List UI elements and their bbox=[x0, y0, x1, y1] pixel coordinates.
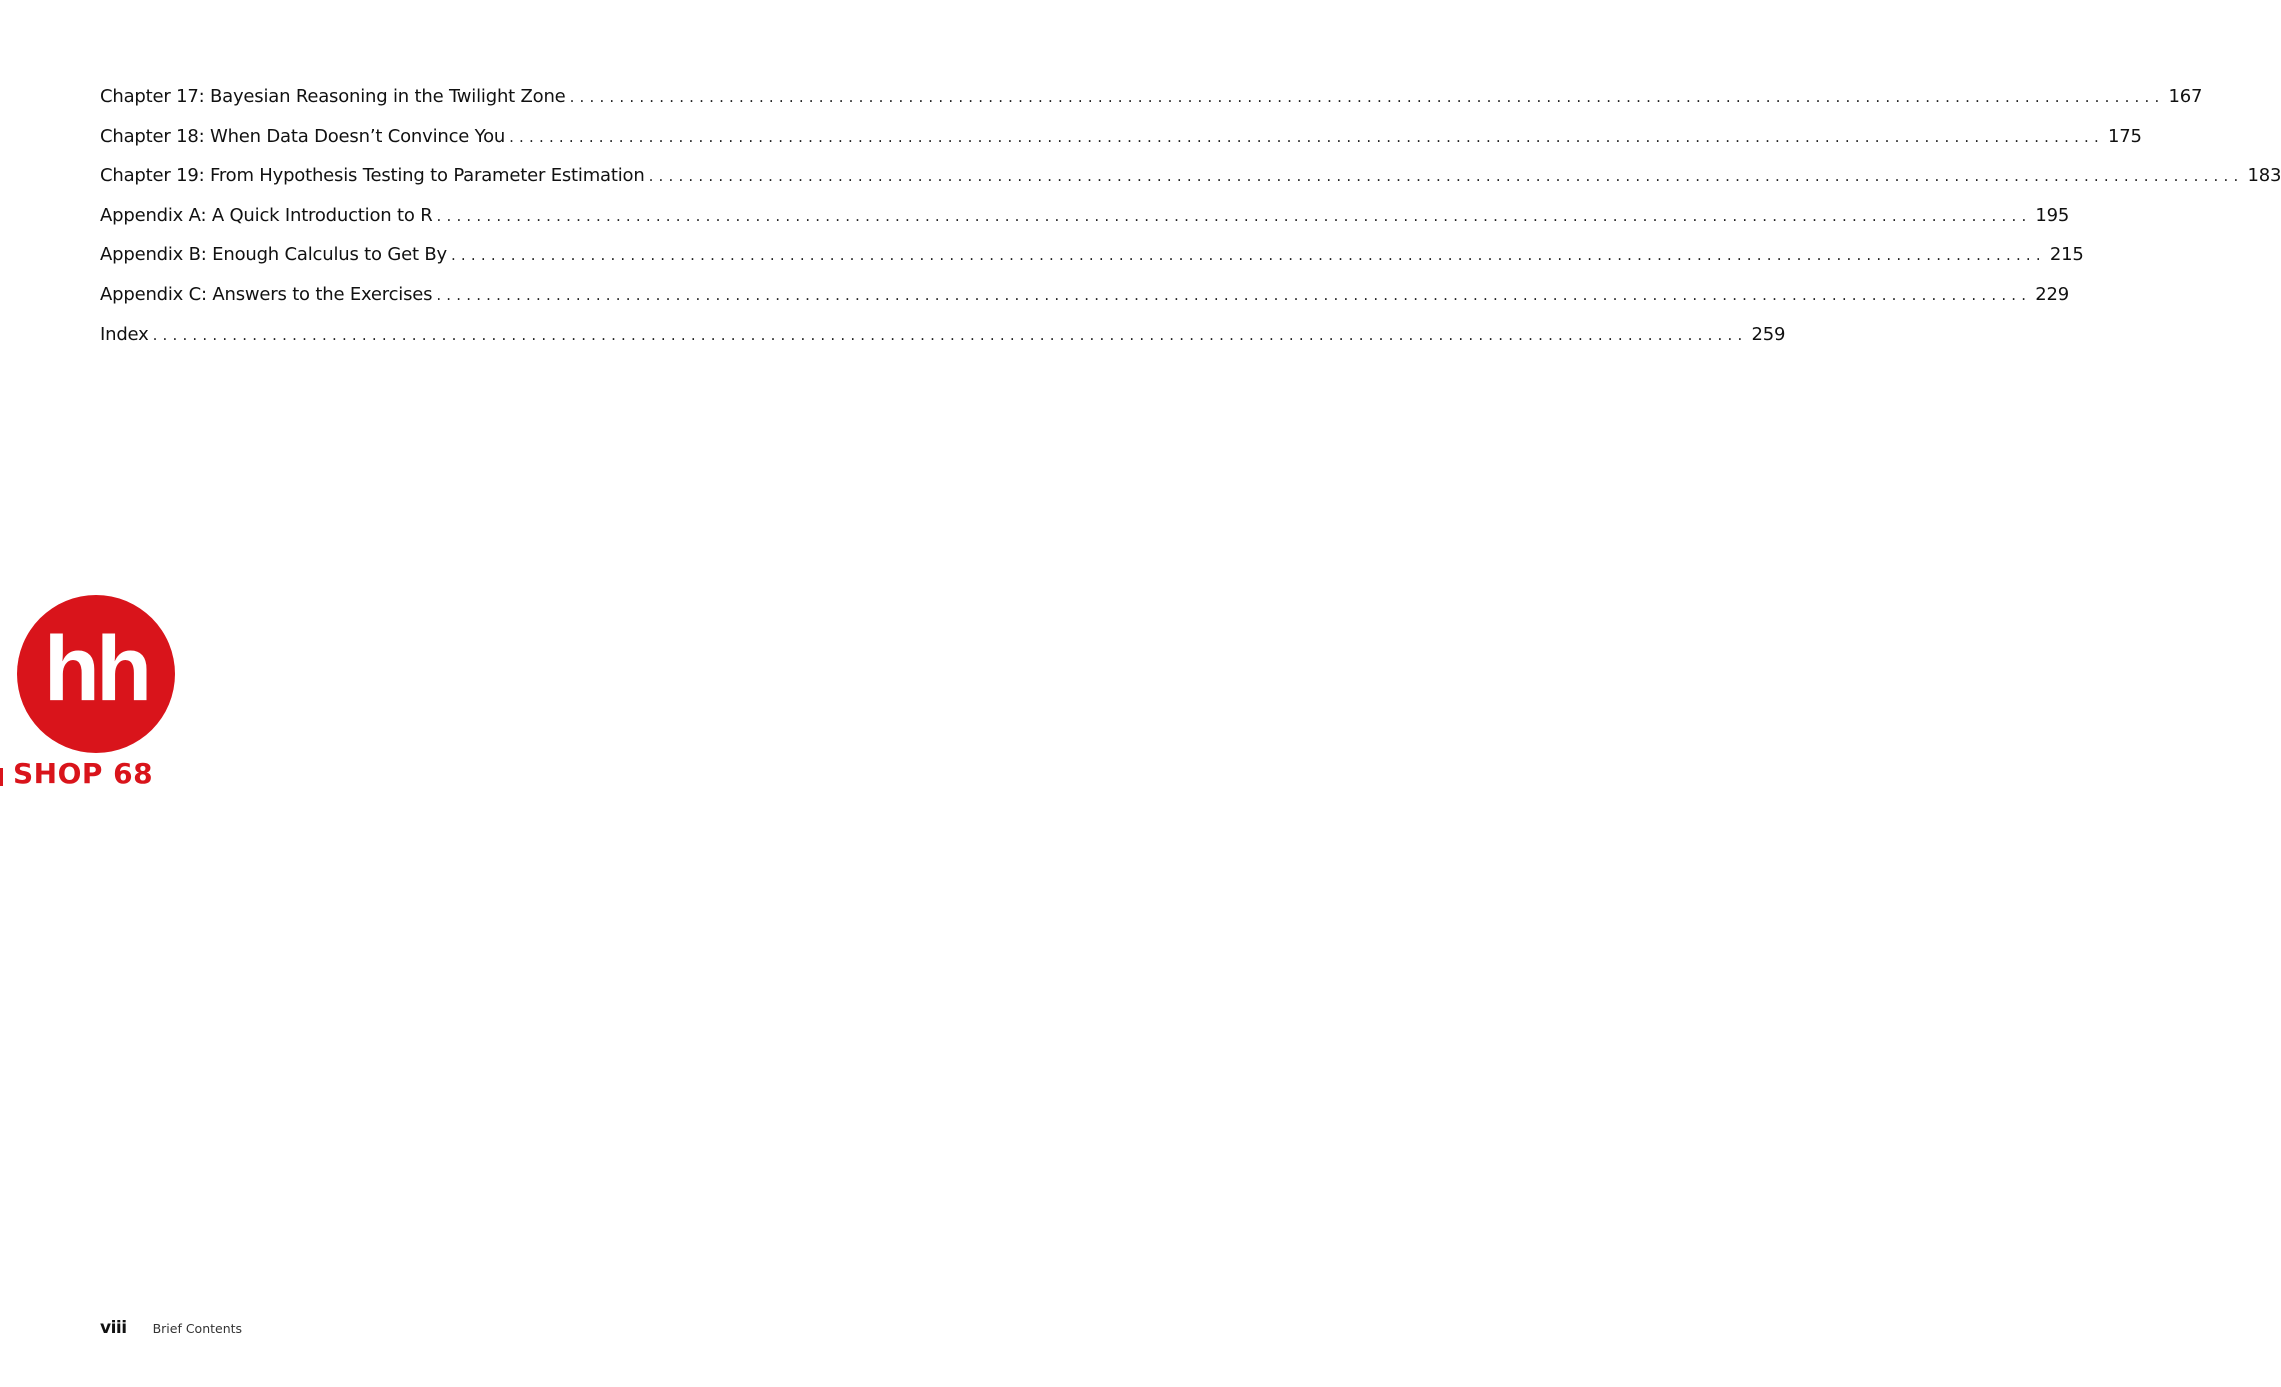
toc-dot-leader: ................................................................................................................................................................ bbox=[450, 246, 2046, 265]
toc-dot-leader: ................................................................................................................................................................ bbox=[436, 285, 2032, 304]
toc-entry-page: 167 bbox=[2168, 86, 2203, 107]
footer-section-title: Brief Contents bbox=[152, 1321, 243, 1336]
toc-dot-leader: ................................................................................................................................................................ bbox=[648, 167, 2244, 186]
toc-dot-leader: ................................................................................................................................................................ bbox=[152, 325, 1748, 344]
toc-entry-page: 183 bbox=[2247, 165, 2281, 187]
table-of-contents bbox=[100, 86, 2281, 363]
toc-dot-leader: ................................................................................................................................................................ bbox=[436, 206, 2032, 225]
toc-entry-page: 259 bbox=[1751, 323, 1786, 345]
toc-entry-title: Index bbox=[100, 323, 149, 345]
toc-entry[interactable] bbox=[100, 283, 2069, 324]
toc-entry-title: Chapter 19: From Hypothesis Testing to Parameter Estimation bbox=[100, 165, 645, 187]
shop-logo-watermark bbox=[0, 594, 180, 794]
toc-entry[interactable] bbox=[100, 204, 2070, 245]
logo-edge-mark bbox=[0, 768, 3, 786]
logo-letters: hh bbox=[43, 618, 149, 720]
toc-entry-title: Appendix A: A Quick Introduction to R bbox=[100, 204, 433, 226]
toc-entry-title: Appendix B: Enough Calculus to Get By bbox=[100, 244, 447, 266]
footer-page-number: viii bbox=[100, 1318, 127, 1338]
toc-entry[interactable] bbox=[100, 244, 2084, 284]
toc-entry-page: 175 bbox=[2107, 125, 2142, 147]
toc-entry-page: 195 bbox=[2035, 204, 2070, 226]
toc-entry-title: Chapter 18: When Data Doesn’t Convince You bbox=[100, 125, 506, 147]
toc-entry[interactable] bbox=[100, 323, 1786, 364]
toc-entry[interactable] bbox=[100, 165, 2281, 205]
toc-entry-page: 215 bbox=[2049, 244, 2084, 266]
toc-dot-leader: ................................................................................................................................................................ bbox=[569, 88, 2165, 106]
logo-caption: SHOP 68 bbox=[13, 757, 154, 790]
toc-entry-page: 229 bbox=[2035, 283, 2069, 305]
toc-entry-title: Appendix C: Answers to the Exercises bbox=[100, 283, 433, 305]
toc-entry[interactable] bbox=[100, 125, 2142, 166]
page-footer bbox=[100, 1318, 242, 1338]
toc-dot-leader: ................................................................................................................................................................ bbox=[509, 127, 2104, 146]
toc-entry-title: Chapter 17: Bayesian Reasoning in the Twilight Zone bbox=[100, 86, 566, 107]
toc-entry[interactable] bbox=[100, 86, 2203, 126]
